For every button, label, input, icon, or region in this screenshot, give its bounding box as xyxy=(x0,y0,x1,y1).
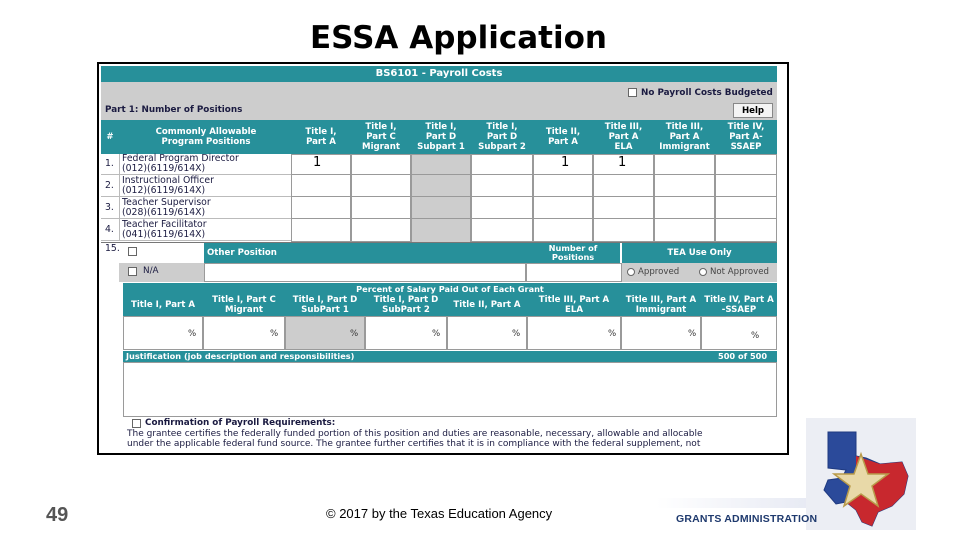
percent-sign: % xyxy=(270,329,279,339)
header-t1c: Title I, Part C Migrant xyxy=(362,122,400,152)
header-t3imm: Title III, Part A Immigrant xyxy=(659,122,710,152)
header-t3ela: Title III, Part A ELA xyxy=(604,122,643,152)
tea-use-label: TEA Use Only xyxy=(667,248,732,258)
percent-sign: % xyxy=(688,329,697,339)
header-positions: Commonly Allowable Program Positions xyxy=(155,127,257,147)
percent-sign: % xyxy=(188,329,197,339)
grid-line xyxy=(291,196,777,197)
row-num: 2. xyxy=(105,180,114,191)
percent-sign: % xyxy=(432,329,441,339)
confirmation-label: Confirmation of Payroll Requirements: xyxy=(145,418,336,428)
position-name: Federal Program Director xyxy=(122,153,239,164)
tea-grants-logo xyxy=(656,418,916,530)
pct-header-t1a: Title I, Part A xyxy=(131,300,195,310)
form-title: BS6101 - Payroll Costs xyxy=(375,68,503,79)
no-payroll-checkbox[interactable] xyxy=(628,88,637,97)
position-name: Instructional Officer xyxy=(122,175,214,186)
header-t1a: Title I, Part A xyxy=(305,127,337,147)
position-code: (028)(6119/614X) xyxy=(122,207,206,218)
na-checkbox[interactable] xyxy=(128,267,137,276)
num-positions-label: Number of Positions xyxy=(548,243,598,262)
copyright-note: © 2017 by the Texas Education Agency xyxy=(326,506,553,521)
confirmation-checkbox[interactable] xyxy=(132,419,141,428)
approved-radio[interactable] xyxy=(627,268,635,276)
row-num: 3. xyxy=(105,202,114,213)
pct-header-t2a: Title II, Part A xyxy=(453,300,521,310)
grid-line xyxy=(291,174,777,175)
position-name: Teacher Supervisor xyxy=(122,197,211,208)
part1-label: Part 1: Number of Positions xyxy=(105,105,243,115)
page-number: 49 xyxy=(46,504,69,526)
position-code: (012)(6119/614X) xyxy=(122,185,206,196)
approved-label: Approved xyxy=(638,267,680,277)
pct-header-t3ela: Title III, Part A ELA xyxy=(538,295,610,315)
header-t2a: Title II, Part A xyxy=(545,127,581,147)
other-position-checkbox[interactable] xyxy=(128,247,137,256)
pct-input-t3ela[interactable] xyxy=(527,316,621,350)
pct-header-t3imm: Title III, Part A Immigrant xyxy=(625,295,697,315)
pct-header-t1d1: Title I, Part D SubPart 1 xyxy=(292,295,358,315)
position-name: Teacher Facilitator xyxy=(122,219,207,230)
form-title-bar xyxy=(101,66,777,82)
char-count: 500 of 500 xyxy=(718,351,768,361)
help-button[interactable]: Help xyxy=(733,103,773,118)
logo-text: GRANTS ADMINISTRATION xyxy=(676,513,818,525)
no-payroll-label: No Payroll Costs Budgeted xyxy=(641,88,773,98)
header-num: # xyxy=(106,132,114,142)
percent-sign: % xyxy=(608,329,617,339)
col-t3imm-cells[interactable] xyxy=(654,154,715,242)
col-t4-cells[interactable] xyxy=(715,154,777,242)
confirmation-text-2: under the applicable federal fund source. The grantee further certifies that it is in compliance with the federal supplement, not xyxy=(127,439,701,449)
percent-sign: % xyxy=(350,329,359,339)
other-position-input[interactable] xyxy=(204,263,526,282)
pct-input-t4[interactable] xyxy=(701,316,777,350)
not-approved-label: Not Approved xyxy=(710,267,770,277)
header-t1d1: Title I, Part D Subpart 1 xyxy=(417,122,465,152)
pct-header-t1c: Title I, Part C Migrant xyxy=(212,295,276,315)
row1-t2a-value[interactable]: 1 xyxy=(561,155,570,170)
col-divider xyxy=(119,154,120,241)
num-positions-input[interactable] xyxy=(526,263,622,282)
pct-header-t4: Title IV, Part A -SSAEP xyxy=(704,295,774,315)
row-num: 1. xyxy=(105,158,114,169)
col-t1d2-cells[interactable] xyxy=(471,154,533,242)
header-t1d2: Title I, Part D Subpart 2 xyxy=(478,122,526,152)
col-t1c-cells[interactable] xyxy=(351,154,411,242)
na-label: N/A xyxy=(143,266,159,276)
pct-header-t1d2: Title I, Part D SubPart 2 xyxy=(373,295,439,315)
header-t4: Title IV, Part A- SSAEP xyxy=(727,122,765,152)
confirmation-text-1: The grantee certifies the federally funded portion of this position and duties are reasonable, necessary, allowable and allocable xyxy=(127,429,703,439)
row1-t1a-value[interactable]: 1 xyxy=(313,155,322,170)
row15-num: 15. xyxy=(105,243,120,254)
grid-line xyxy=(291,218,777,219)
position-code: (012)(6119/614X) xyxy=(122,163,206,174)
other-position-label: Other Position xyxy=(207,248,277,258)
percent-header-label: Percent of Salary Paid Out of Each Grant xyxy=(356,283,544,294)
justification-textarea[interactable] xyxy=(123,362,777,417)
position-code: (041)(6119/614X) xyxy=(122,229,206,240)
form-screenshot xyxy=(97,62,789,455)
row1-t3ela-value[interactable]: 1 xyxy=(618,155,627,170)
percent-sign: % xyxy=(751,331,760,341)
payroll-form xyxy=(101,66,777,455)
not-approved-radio[interactable] xyxy=(699,268,707,276)
slide-title: ESSA Application xyxy=(310,20,607,56)
row-num: 4. xyxy=(105,224,114,235)
percent-sign: % xyxy=(512,329,521,339)
justification-label: Justification (job description and responsibilities) xyxy=(126,351,355,361)
col-t1d1-disabled xyxy=(411,154,471,250)
